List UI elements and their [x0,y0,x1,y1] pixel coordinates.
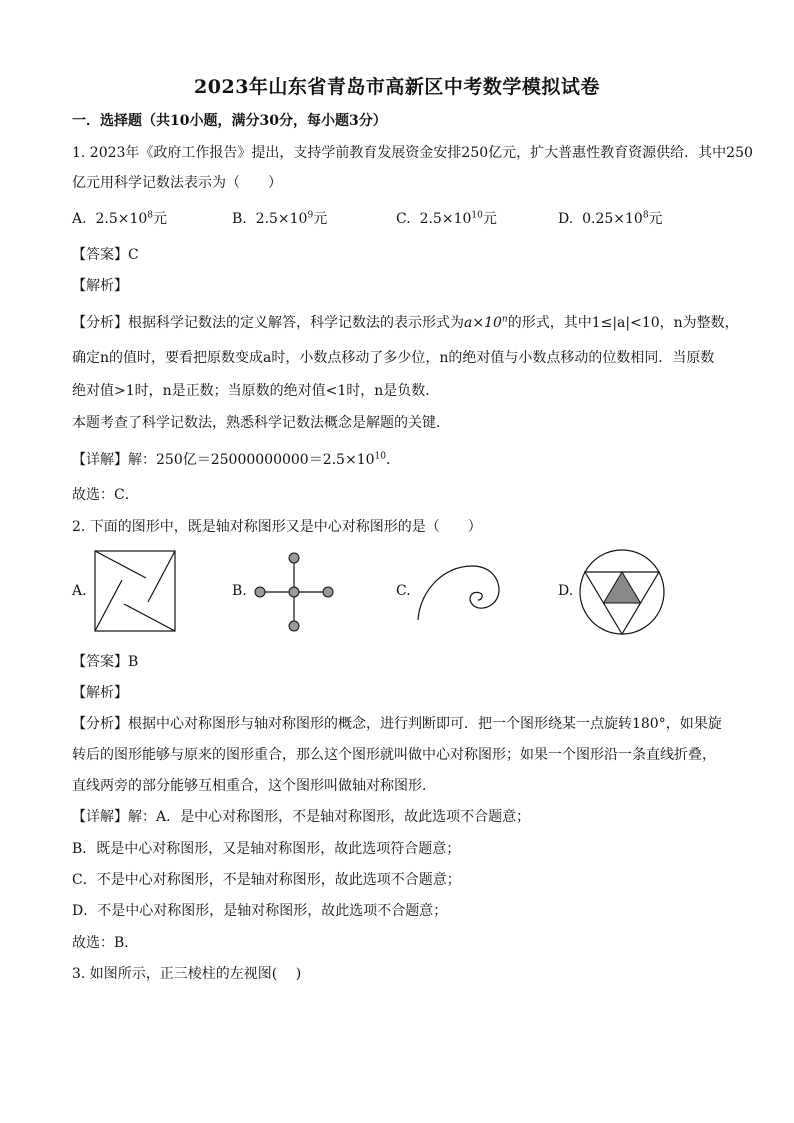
q2-detail-line2: B．既是中心对称图形，又是轴对称图形，故此选项符合题意； [72,841,461,857]
q2-figure-label-a: A. [72,583,87,599]
q1-answer: 【答案】C [72,247,139,263]
q1-analysis-line3: 绝对值>1时，n是正数；当原数的绝对值<1时，n是负数． [72,383,440,399]
q2-detail-line3: C．不是中心对称图形，不是轴对称图形，故此选项不合题意； [72,872,461,888]
q1-analysis-line4: 本题考查了科学记数法，熟悉科学记数法概念是解题的关键． [72,415,450,431]
q1-jiexi: 【解析】 [72,278,128,294]
q2-jiexi: 【解析】 [72,685,128,701]
q1-option-a: A. $2.5\times 10^8$元 [72,210,168,227]
q2-figure-label-d: D. [558,583,574,599]
spiral-figure [414,560,506,622]
q1-stem-line1: 1. 2023年《政府工作报告》提出，支持学前教育发展资金安排250亿元，扩大普惠性教育资源供给．其中250 [72,145,753,161]
q2-figure-label-b: B. [232,583,247,599]
q1-analysis-line1: 【分析】根据科学记数法的定义解答，科学记数法的表示形式为$a\times 10^n$的形式，其中1≤|a|<10，n为整数， [72,314,739,331]
q2-stem: 2. 下面的图形中，既是轴对称图形又是中心对称图形的是（ ） [72,519,482,535]
q1-choose: 故选：C． [72,487,139,503]
q2-analysis-line2: 转后的图形能够与原来的图形重合，那么这个图形就叫做中心对称图形；如果一个图形沿一条直线折叠， [72,747,716,763]
q1-analysis-line2: 确定n的值时，要看把原数变成a时，小数点移动了多少位，n的绝对值与小数点移动的位数相同．当原数 [72,350,715,366]
page-title: 2023年山东省青岛市高新区中考数学模拟试卷 [194,76,600,98]
q3-stem: 3. 如图所示，正三棱柱的左视图( ) [72,966,302,982]
cross-nodes-figure [252,550,336,634]
circle-triangle-figure [578,548,666,636]
q1-detail: 【详解】解：250亿$=25000000000=2.5\times 10^{10}$． [72,451,400,468]
q1-option-d: D. $0.25\times 10^8$元 [558,210,663,227]
q2-analysis-line1: 【分析】根据中心对称图形与轴对称图形的概念，进行判断即可．把一个图形绕某一点旋转180°，如果旋 [72,716,722,732]
q2-choose: 故选：B． [72,935,139,951]
q2-analysis-line3: 直线两旁的部分能够互相重合，这个图形叫做轴对称图形． [72,778,436,794]
q1-stem-line2: 亿元用科学记数法表示为（ ） [72,175,282,191]
q2-answer: 【答案】B [72,654,139,670]
pinwheel-square-figure [94,550,176,632]
section-heading: 一．选择题（共10小题，满分30分，每小题3分） [72,113,387,129]
q1-option-c: C. $2.5\times 10^{10}$元 [396,210,497,227]
q2-detail-line1: 【详解】解：A．是中心对称图形，不是轴对称图形，故此选项不合题意； [72,809,531,825]
q2-detail-line4: D．不是中心对称图形，是轴对称图形，故此选项不合题意； [72,903,448,919]
q1-option-b: B. $2.5\times 10^9$元 [232,210,328,227]
q2-figure-label-c: C. [396,583,411,599]
